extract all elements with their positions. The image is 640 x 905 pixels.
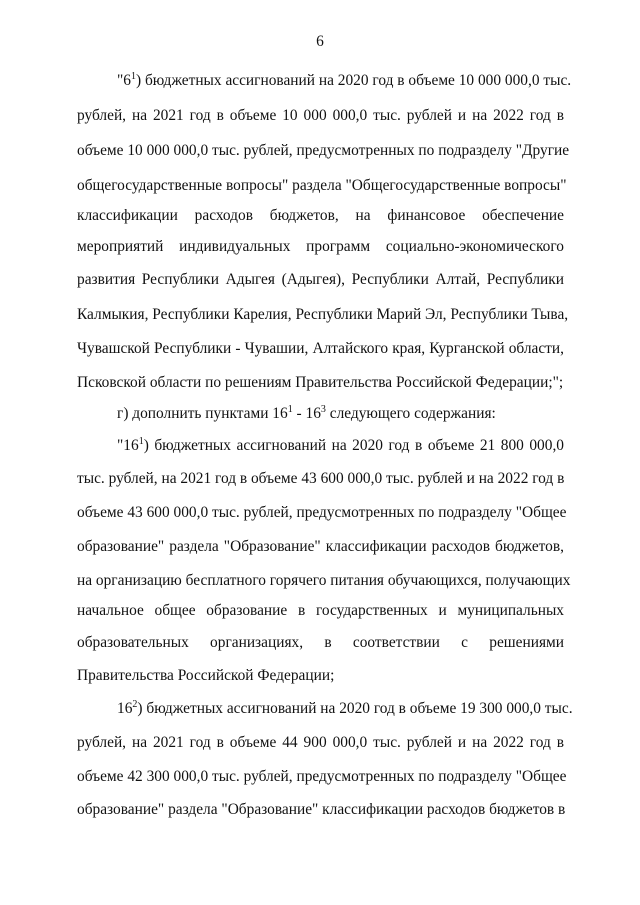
text-line-7: развития Республики Адыгея (Адыгея), Республики Алтай, Республики xyxy=(77,271,564,288)
text-line-6: мероприятий индивидуальных программ социально-экономического xyxy=(77,238,564,255)
text-line-1: "$6^1$) бюджетных ассигнований на 2020 год в объеме 10 000 000,0 тыс. xyxy=(117,71,572,89)
text-line-8: Калмыкия, Республики Карелия, Республики Марий Эл, Республики Тыва, xyxy=(77,306,569,323)
text-line-17: начальное общее образование в государственных и муниципальных xyxy=(77,602,564,619)
text-line-12: "$16^1$) бюджетных ассигнований на 2020 год в объеме 21 800 000,0 xyxy=(117,436,564,454)
page-number: 6 xyxy=(316,33,324,50)
text-line-11: г) дополнить пунктами $16^1 - 16^3$ следующего содержания: xyxy=(117,404,496,422)
text-line-3: объеме 10 000 000,0 тыс. рублей, предусмотренных по подразделу "Другие xyxy=(77,142,570,159)
text-line-14: объеме 43 600 000,0 тыс. рублей, предусмотренных по подразделу "Общее xyxy=(77,504,567,521)
text-line-13: тыс. рублей, на 2021 год в объеме 43 600 000,0 тыс. рублей и на 2022 год в xyxy=(77,470,565,487)
text-line-21: рублей, на 2021 год в объеме 44 900 000,0 тыс. рублей и на 2022 год в xyxy=(77,734,564,751)
text-line-19: Правительства Российской Федерации; xyxy=(77,667,335,684)
text-line-9: Чувашской Республики - Чувашии, Алтайского края, Курганской области, xyxy=(77,340,564,357)
text-line-4: общегосударственные вопросы" раздела "Общегосударственные вопросы" xyxy=(77,177,567,194)
text-line-20: $16^2$) бюджетных ассигнований на 2020 год в объеме 19 300 000,0 тыс. xyxy=(117,699,573,717)
text-line-10: Псковской области по решениям Правительства Российской Федерации;"; xyxy=(77,374,564,391)
text-line-5: классификации расходов бюджетов, на финансовое обеспечение xyxy=(77,207,564,224)
text-line-16: на организацию бесплатного горячего питания обучающихся, получающих xyxy=(77,572,571,589)
text-line-22: объеме 42 300 000,0 тыс. рублей, предусмотренных по подразделу "Общее xyxy=(77,768,567,785)
text-line-23: образование" раздела "Образование" классификации расходов бюджетов в xyxy=(77,801,566,818)
text-line-2: рублей, на 2021 год в объеме 10 000 000,0 тыс. рублей и на 2022 год в xyxy=(77,107,564,124)
text-line-15: образование" раздела "Образование" классификации расходов бюджетов, xyxy=(77,538,564,555)
text-line-18: образовательных организациях, в соответствии с решениями xyxy=(77,634,564,651)
